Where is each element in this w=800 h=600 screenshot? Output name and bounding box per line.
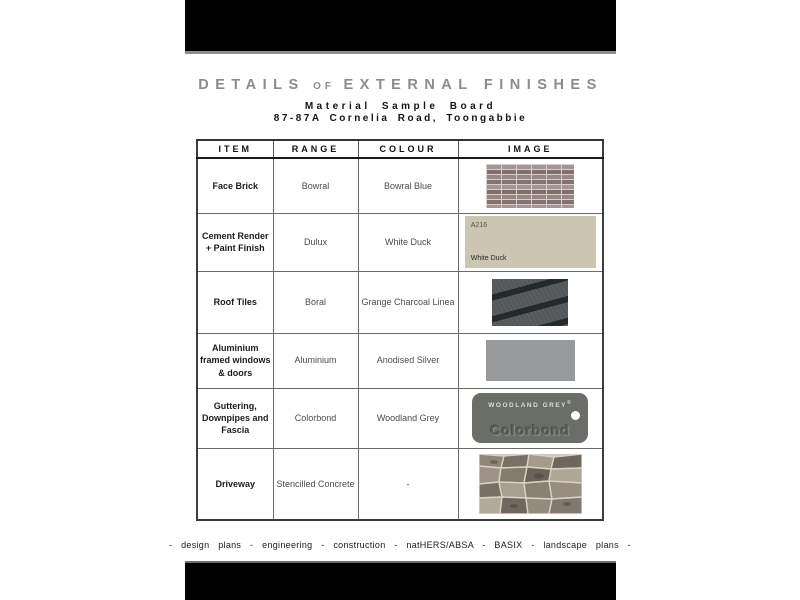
image-cell [458, 271, 603, 333]
image-cell [458, 388, 603, 448]
footer-services: - design plans - engineering - construction - natHERS/ABSA - BASIX - landscape plans - [169, 540, 631, 550]
item-driveway: Driveway [197, 448, 273, 520]
anodised-silver-swatch [486, 340, 575, 381]
item-aluminium-windows: Aluminium framed windows & doors [197, 333, 273, 388]
table-row [197, 271, 603, 333]
item-face-brick: Face Brick [197, 158, 273, 213]
colorbond-swatch-label: WOODLAND GREY® [488, 400, 573, 410]
paint-swatch-code: A216 [470, 222, 488, 229]
table-row [197, 333, 603, 388]
driveway-photo [479, 454, 582, 514]
image-cell [458, 158, 603, 213]
swatch-hole [571, 411, 580, 420]
column-header-colour: COLOUR [358, 140, 458, 158]
table-row [197, 388, 603, 448]
range-roof-tiles: Boral [273, 271, 358, 333]
colour-driveway: - [358, 448, 458, 520]
image-cell [458, 448, 603, 520]
title-prefix: DETAILS [198, 77, 305, 93]
colour-cement-render: White Duck [358, 213, 458, 271]
colour-guttering: Woodland Grey [358, 388, 458, 448]
title-suffix: EXTERNAL FINISHES [343, 77, 603, 93]
finishes-table [196, 139, 604, 521]
registered-mark: ® [567, 400, 573, 406]
page-title [185, 76, 616, 94]
face-brick-photo [486, 164, 574, 208]
range-cement-render: Dulux [273, 213, 358, 271]
image-cell [458, 333, 603, 388]
column-header-range: RANGE [273, 140, 358, 158]
image-cell [458, 213, 603, 271]
paint-swatch-name: White Duck [470, 254, 507, 262]
range-aluminium-windows: Aluminium [273, 333, 358, 388]
paint-swatch [465, 216, 596, 268]
table-header-row [197, 140, 603, 158]
title-connector: OF [313, 81, 336, 92]
top-letterbox-bar [185, 0, 616, 54]
colour-roof-tiles: Grange Charcoal Linea [358, 271, 458, 333]
bottom-letterbox-bar [185, 561, 616, 600]
subtitle-board: Material Sample Board [304, 101, 497, 112]
colorbond-swatch [472, 393, 588, 443]
column-header-image: IMAGE [458, 140, 603, 158]
roof-tile-photo [492, 279, 568, 326]
item-roof-tiles: Roof Tiles [197, 271, 273, 333]
item-cement-render: Cement Render + Paint Finish [197, 213, 273, 271]
table-row [197, 213, 603, 271]
range-face-brick: Bowral [273, 158, 358, 213]
range-driveway: Stencilled Concrete [273, 448, 358, 520]
colour-face-brick: Bowral Blue [358, 158, 458, 213]
table-row [197, 158, 603, 213]
table-row [197, 448, 603, 520]
range-guttering: Colorbond [273, 388, 358, 448]
colour-aluminium-windows: Anodised Silver [358, 333, 458, 388]
column-header-item: ITEM [197, 140, 273, 158]
subtitle-address: 87-87A Cornelia Road, Toongabbie [273, 113, 528, 124]
item-guttering: Guttering, Downpipes and Fascia [197, 388, 273, 448]
colorbond-brand-logo: Colorbond [490, 422, 571, 439]
